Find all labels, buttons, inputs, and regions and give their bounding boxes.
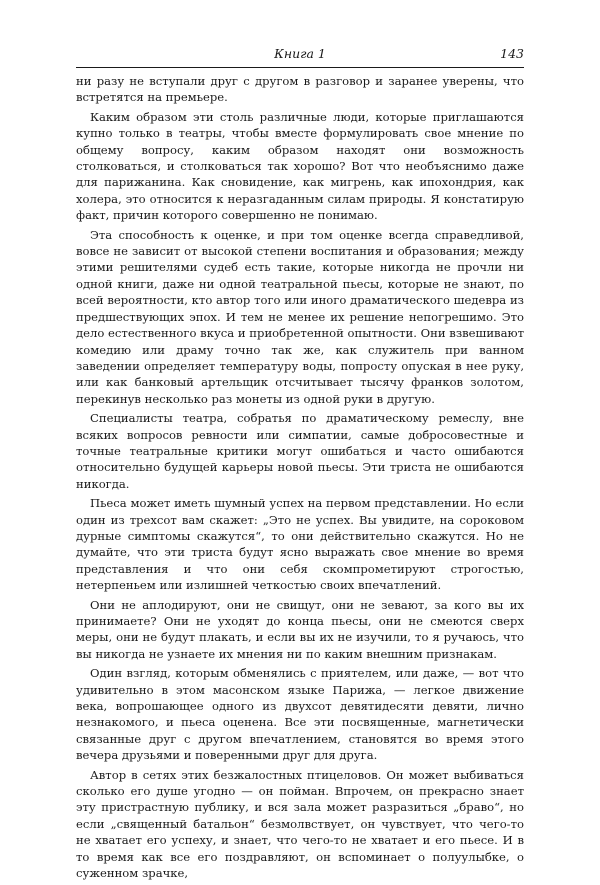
paragraph: Один взгляд, которым обменялись с приятелем, или даже, — вот что удивительно в этом масонском языке Парижа, — легкое движение века, вопрошающее одного из двухсот девятидесяти девяти, лично незнакомого, и пьеса оценена. Все эти посвященные, магнетически связанные друг с другом впечатлением, становятся во время этого вечера друзьями и поверенными друг для друга. [76,666,524,763]
running-title: Книга 1 [274,46,326,61]
paragraph: Эта способность к оценке, и при том оценке всегда справедливой, вовсе не зависит от высокой степени воспитания и образования; между этими решителями судеб есть такие, которые никогда не прочли ни одной книги, даже ни одной театральной пьесы, которые не знают, по всей вероятности, кто автор того или иного драматического шедевра из предшествующих эпох. И тем не менее их решение непогрешимо. Это дело естественного вкуса и приобретенной опытности. Они взвешивают комедию или драму точно так же, как служитель при ванном заведении определяет температуру воды, попросту опуская в нее руку, или как банковый артельщик отсчитывает тысячу франков золотом, перекинув несколько раз монеты из одной руки в другую. [76,227,524,406]
paragraph: Специалисты театра, собратья по драматическому ремеслу, вне всяких вопросов ревности или симпатии, самые добросовестные и точные театральные критики могут ошибаться и часто ошибаются относительно будущей карьеры новой пьесы. Эти триста не ошибаются никогда. [76,411,524,491]
paragraph: ни разу не вступали друг с другом в разговор и заранее уверены, что встретятся на премьере. [76,74,524,105]
paragraph: Каким образом эти столь различные люди, которые приглашаются купно только в театры, чтобы вместе формулировать свое мнение по общему вопросу, каким образом находят они возможность столковаться, и столковаться так хорошо? Вот что необъяснимо даже для парижанина. Как сновидение, как мигрень, как ипохондрия, как холера, это относится к неразгаданным силам природы. Я констатирую факт, причин которого совершенно не понимаю. [76,109,524,223]
running-header [76,44,524,64]
paragraph: Пьеса может иметь шумный успех на первом представлении. Но если один из трехсот вам скажет: „Это не успех. Вы увидите, на сороковом дурные симптомы скажутся“, то они действительно скажутся. Но не думайте, что эти триста будут ясно выражать свое мнение во время представления и что они себя скомпрометируют строгостью, нетерпеньем или излишней четкостью своих впечатлений. [76,496,524,593]
paragraph: Автор в сетях этих безжалостных птицеловов. Он может выбиваться сколько его душе угодно — он пойман. Впрочем, он прекрасно знает эту пристрастную публику, и вся зала может разразиться „браво“, но если „священный батальон“ безмолвствует, он чувствует, что чего-то не хватает его успеху, и знает, что чего-то не хватает и его пьесе. И в то время как все его поздравляют, он вспоминает о полуулыбке, о суженном зрачке, [76,767,524,881]
header-rule [76,67,524,68]
paragraph: Они не аплодируют, они не свищут, они не зевают, за кого вы их принимаете? Они не уходят до конца пьесы, они не смеются сверх меры, они не будут плакать, и если вы их не изучили, то я ручаюсь, что вы никогда не узнаете их мнения ни по каким внешним признакам. [76,597,524,661]
page-number: 143 [500,46,524,61]
body-text [76,73,524,885]
